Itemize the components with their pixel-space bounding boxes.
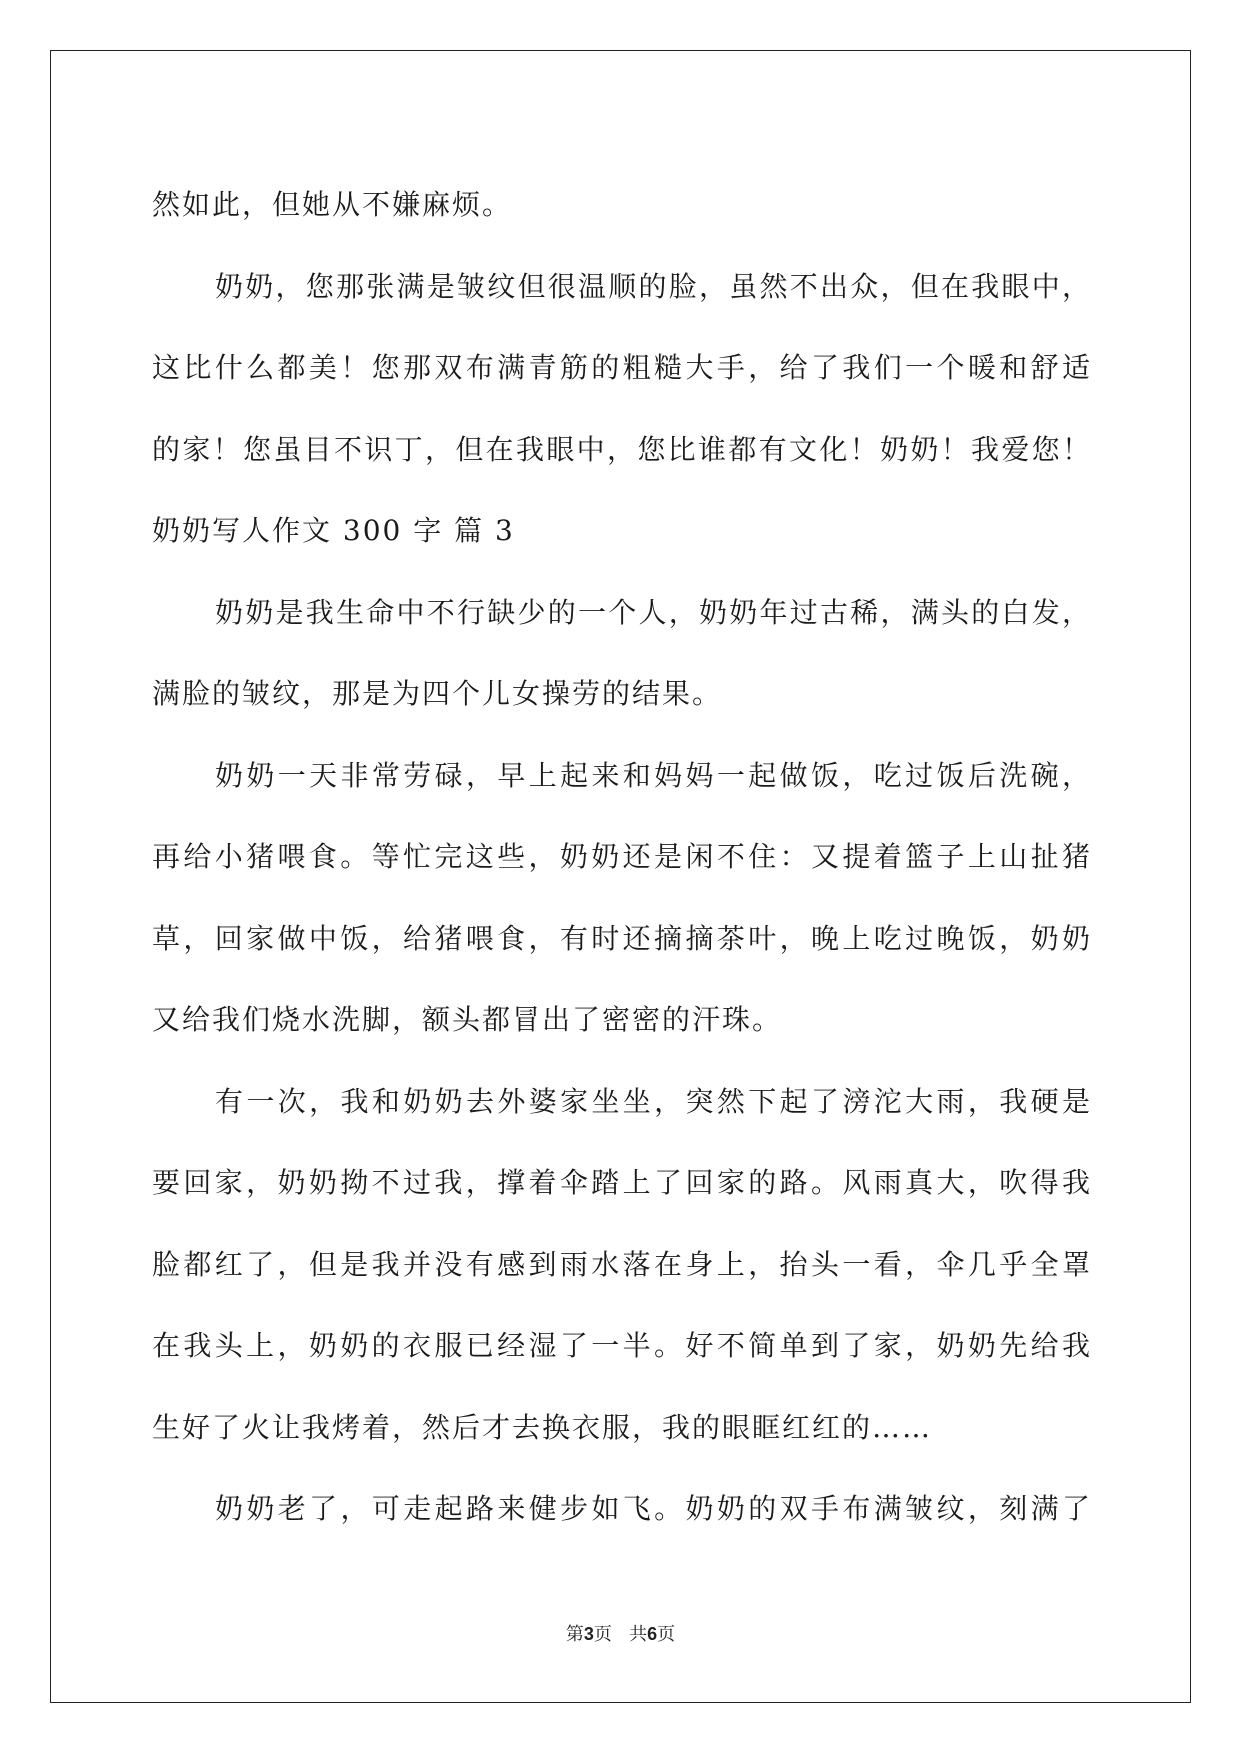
section-heading: 奶奶写人作文 300 字 篇 3 [152, 514, 515, 547]
document-body [152, 164, 1092, 1550]
current-page-number: 3 [583, 1624, 594, 1644]
text-line: 在我头上，奶奶的衣服已经湿了一半。好不简单到了家，奶奶先给我 [152, 1329, 1092, 1362]
text-line: 满脸的皱纹，那是为四个儿女操劳的结果。 [152, 677, 723, 710]
paragraph-start-line: 奶奶老了，可走起路来健步如飞。奶奶的双手布满皱纹，刻满了 [215, 1492, 1092, 1525]
paragraph-start-line: 奶奶一天非常劳碌，早上起来和妈妈一起做饭，吃过饭后洗碗， [215, 758, 1092, 792]
text-line: 的家！您虽目不识丁，但在我眼中，您比谁都有文化！奶奶！我爱您！ [152, 432, 1092, 466]
text-line: 又给我们烧水洗脚，额头都冒出了密密的汗珠。 [152, 1003, 783, 1036]
text-line: 然如此，但她从不嫌麻烦。 [152, 188, 513, 221]
footer-prefix: 第 [565, 1624, 584, 1645]
text-line: 再给小猪喂食。等忙完这些，奶奶还是闲不住：又提着篮子上山扯猪 [152, 840, 1092, 873]
footer-total-prefix: 共 [629, 1624, 648, 1645]
text-line: 脸都红了，但是我并没有感到雨水落在身上，抬头一看，伞几乎全罩 [152, 1247, 1092, 1281]
text-line: 要回家，奶奶拗不过我，撑着伞踏上了回家的路。风雨真大，吹得我 [152, 1166, 1092, 1199]
footer-total-suffix: 页 [657, 1624, 676, 1645]
page-footer [0, 1620, 1241, 1646]
text-line: 这比什么都美！您那双布满青筋的粗糙大手，给了我们一个暖和舒适 [152, 351, 1092, 384]
paragraph-start-line: 有一次，我和奶奶去外婆家坐坐，突然下起了滂沱大雨，我硬是 [215, 1084, 1092, 1118]
text-line: 生好了火让我烤着，然后才去换衣服，我的眼眶红红的…… [152, 1410, 933, 1444]
paragraph-start-line: 奶奶是我生命中不行缺少的一个人，奶奶年过古稀，满头的白发， [215, 595, 1092, 629]
paragraph-start-line: 奶奶，您那张满是皱纹但很温顺的脸，虽然不出众，但在我眼中， [215, 269, 1092, 303]
total-page-number: 6 [647, 1624, 658, 1644]
text-line: 草，回家做中饭，给猪喂食，有时还摘摘茶叶，晚上吃过晚饭，奶奶 [152, 921, 1092, 955]
footer-page-suffix: 页 [593, 1624, 612, 1645]
